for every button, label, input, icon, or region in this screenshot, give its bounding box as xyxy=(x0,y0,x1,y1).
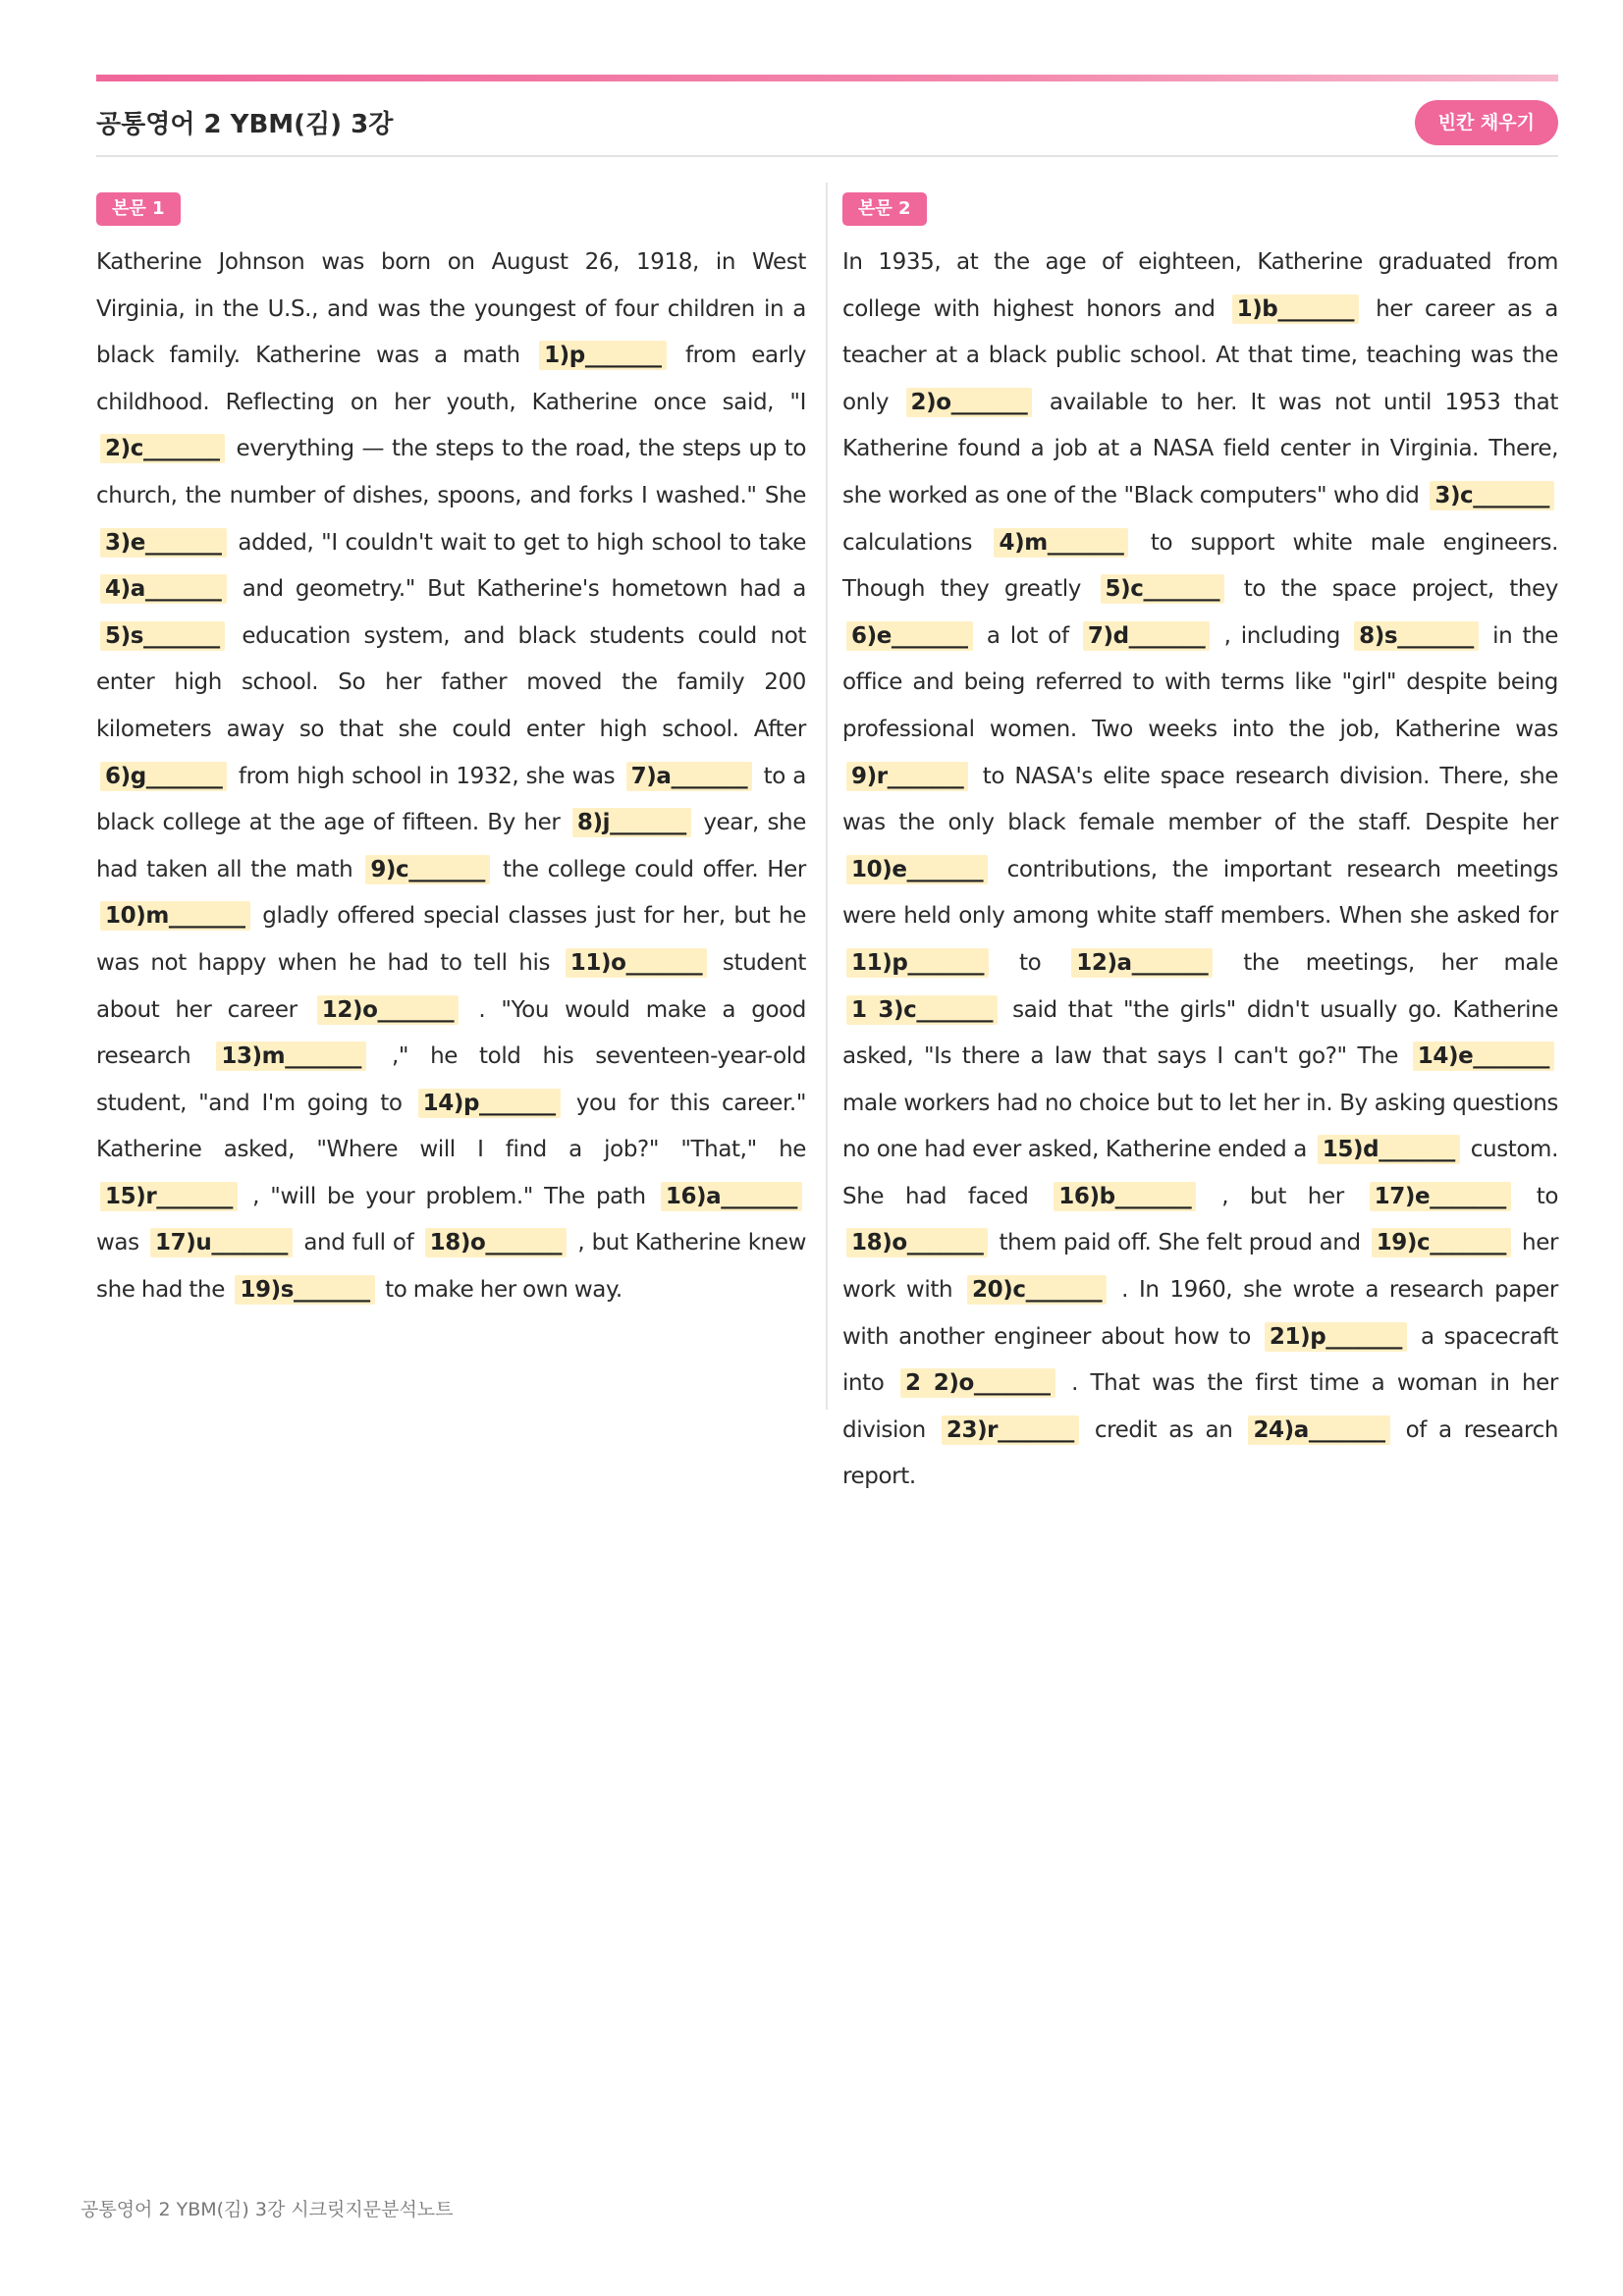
blank-field[interactable]: 2)c_______ xyxy=(100,434,225,463)
blank-field[interactable]: 24)a_______ xyxy=(1248,1415,1389,1445)
passage-segment: said that "the girls" didn't usually go. Katherine asked, "Is there a law that says I can't go?" The xyxy=(842,996,1558,1070)
section-tag-2: 본문 2 xyxy=(842,192,927,226)
passage-segment: her career as a teacher at a black public school. At that time, teaching was the only xyxy=(842,295,1558,415)
passage-segment: male workers had no choice but to let her in. By asking questions no one had ever asked, Katherine ended a xyxy=(842,1090,1558,1163)
blank-field[interactable]: 9)r_______ xyxy=(846,762,968,791)
passage-segment: Katherine Johnson was born on August 26, 1918, in West Virginia, in the U.S., and was the youngest of four children in a black family. Katherine was a math xyxy=(96,249,806,369)
passage-segment: to a black college at the age of fifteen. By her xyxy=(96,763,807,836)
blank-field[interactable]: 18)o_______ xyxy=(846,1228,988,1257)
blank-field[interactable]: 16)b_______ xyxy=(1054,1182,1196,1211)
blank-field[interactable]: 12)a_______ xyxy=(1071,948,1213,978)
blank-field[interactable]: 10)m_______ xyxy=(100,901,250,931)
header-accent-bar xyxy=(96,75,1558,81)
fill-in-blank-badge[interactable]: 빈칸 채우기 xyxy=(1415,100,1558,145)
passage-segment: , but her xyxy=(1221,1183,1344,1209)
blank-field[interactable]: 6)g_______ xyxy=(100,762,227,791)
blank-field[interactable]: 13)m_______ xyxy=(216,1041,366,1071)
passage-segment: year, she had taken all the math xyxy=(96,810,806,882)
blank-field[interactable]: 4)a_______ xyxy=(100,574,227,604)
passage-segment: of a research report. xyxy=(842,1416,1559,1490)
passage-segment: to xyxy=(1536,1183,1558,1209)
blank-field[interactable]: 17)u_______ xyxy=(150,1228,293,1257)
passage-segment: , "will be your problem." The path xyxy=(252,1183,646,1209)
page-header xyxy=(96,98,1558,157)
blank-field[interactable]: 6)e_______ xyxy=(846,621,973,651)
passage-segment: credit as an xyxy=(1094,1416,1233,1443)
passage-segment: to the space project, they xyxy=(1243,576,1558,603)
blank-field[interactable]: 2)o_______ xyxy=(906,388,1033,417)
passage-segment: , but Katherine knew she had the xyxy=(96,1230,806,1304)
blank-field[interactable]: 11)p_______ xyxy=(846,948,989,978)
passage-column-1 xyxy=(96,192,806,1314)
blank-field[interactable]: 10)e_______ xyxy=(846,855,988,884)
passage-segment: her work with xyxy=(842,1230,1558,1304)
blank-field[interactable]: 15)d_______ xyxy=(1318,1135,1460,1164)
blank-field[interactable]: 20)c_______ xyxy=(967,1275,1107,1305)
passage-segment: contributions, the important research meetings were held only among white staff members. When she asked for xyxy=(842,856,1558,930)
page-footer: 공통영어 2 YBM(김) 3강 시크릿지문분석노트 xyxy=(81,2199,454,2220)
blank-field[interactable]: 1 3)c_______ xyxy=(846,995,998,1025)
passage-segment: from high school in 1932, she was xyxy=(238,763,616,789)
blank-field[interactable]: 12)o_______ xyxy=(317,995,459,1025)
blank-field[interactable]: 3)c_______ xyxy=(1430,481,1554,510)
passage-segment: and full of xyxy=(303,1230,414,1256)
blank-field[interactable]: 2 2)o_______ xyxy=(900,1368,1055,1398)
blank-field[interactable]: 17)e_______ xyxy=(1370,1182,1511,1211)
passage-segment: to make her own way. xyxy=(385,1277,622,1304)
blank-field[interactable]: 19)c_______ xyxy=(1372,1228,1511,1257)
passage-segment: . That was the first time a woman in her division xyxy=(842,1370,1558,1443)
passage-segment: In 1935, at the age of eighteen, Katherine graduated from college with highest honors and xyxy=(842,249,1558,322)
blank-field[interactable]: 8)j_______ xyxy=(572,808,691,837)
passage-segment: . In 1960, she wrote a research paper with another engineer about how to xyxy=(842,1277,1558,1350)
blank-field[interactable]: 5)c_______ xyxy=(1101,574,1225,604)
passage-segment: gladly offered special classes just for her, but he was not happy when he had to tell his xyxy=(96,903,806,976)
passage-segment: and geometry." But Katherine's hometown had a xyxy=(242,576,807,603)
passage-text-2 xyxy=(842,240,1558,1501)
passage-segment: added, "I couldn't wait to get to high school to take xyxy=(238,529,806,556)
passage-segment: , including xyxy=(1223,622,1340,649)
passage-segment: available to her. It was not until 1953 that Katherine found a job at a NASA field center in Virginia. There, she worked as one of the "Black computers" who did xyxy=(842,389,1558,508)
passage-segment: from early childhood. Reflecting on her youth, Katherine once said, "I xyxy=(96,343,806,415)
passage-segment: . "You would make a good research xyxy=(96,996,806,1070)
blank-field[interactable]: 21)p_______ xyxy=(1265,1322,1407,1352)
passage-text-1 xyxy=(96,240,806,1314)
passage-segment: ," he told his seventeen-year-old student, "and I'm going to xyxy=(96,1043,806,1116)
blank-field[interactable]: 4)m_______ xyxy=(994,528,1128,558)
blank-field[interactable]: 18)o_______ xyxy=(425,1228,567,1257)
passage-segment: a spacecraft into xyxy=(842,1323,1558,1397)
blank-field[interactable]: 14)p_______ xyxy=(418,1089,561,1118)
blank-field[interactable]: 8)s_______ xyxy=(1354,621,1479,651)
passage-segment: student about her career xyxy=(96,949,806,1023)
passage-segment: a lot of xyxy=(986,622,1069,649)
blank-field[interactable]: 16)a_______ xyxy=(661,1182,802,1211)
blank-field[interactable]: 7)a_______ xyxy=(626,762,753,791)
blank-field[interactable]: 11)o_______ xyxy=(566,948,707,978)
passage-segment: to xyxy=(1019,949,1042,976)
blank-field[interactable]: 14)e_______ xyxy=(1413,1041,1554,1071)
blank-field[interactable]: 3)e_______ xyxy=(100,528,227,558)
passage-segment: custom. She had faced xyxy=(842,1137,1558,1209)
passage-segment: to support white male engineers. Though they greatly xyxy=(842,529,1558,603)
blank-field[interactable]: 1)b_______ xyxy=(1232,294,1359,324)
passage-segment: everything — the steps to the road, the steps up to church, the number of dishes, spoons, and forks I washed." She xyxy=(96,436,806,508)
passage-segment: the college could offer. Her xyxy=(503,856,806,882)
passage-column-2 xyxy=(842,192,1558,1501)
blank-field[interactable]: 19)s_______ xyxy=(235,1275,374,1305)
blank-field[interactable]: 9)c_______ xyxy=(365,855,490,884)
blank-field[interactable]: 7)d_______ xyxy=(1083,621,1210,651)
passage-segment: education system, and black students could not enter high school. So her father moved the family 200 kilometers away so that she could enter high school. After xyxy=(96,622,806,742)
passage-segment: in the office and being referred to with terms like "girl" despite being professional women. Two weeks into the job, Katherine was xyxy=(842,622,1559,742)
column-divider xyxy=(826,183,828,1410)
passage-segment: was xyxy=(96,1230,139,1256)
passage-segment: to NASA's elite space research division. There, she was the only black female member of the staff. Despite her xyxy=(842,763,1558,836)
passage-segment: you for this career." Katherine asked, "Where will I find a job?" "That," he xyxy=(96,1090,806,1163)
section-tag-1: 본문 1 xyxy=(96,192,181,226)
passage-segment: them paid off. She felt proud and xyxy=(999,1230,1361,1256)
passage-segment: calculations xyxy=(842,529,973,556)
blank-field[interactable]: 15)r_______ xyxy=(100,1182,238,1211)
page-title: 공통영어 2 YBM(김) 3강 xyxy=(96,110,394,139)
blank-field[interactable]: 1)p_______ xyxy=(539,341,666,370)
passage-segment: the meetings, her male xyxy=(1243,949,1558,976)
blank-field[interactable]: 23)r_______ xyxy=(942,1415,1079,1445)
blank-field[interactable]: 5)s_______ xyxy=(100,621,225,651)
